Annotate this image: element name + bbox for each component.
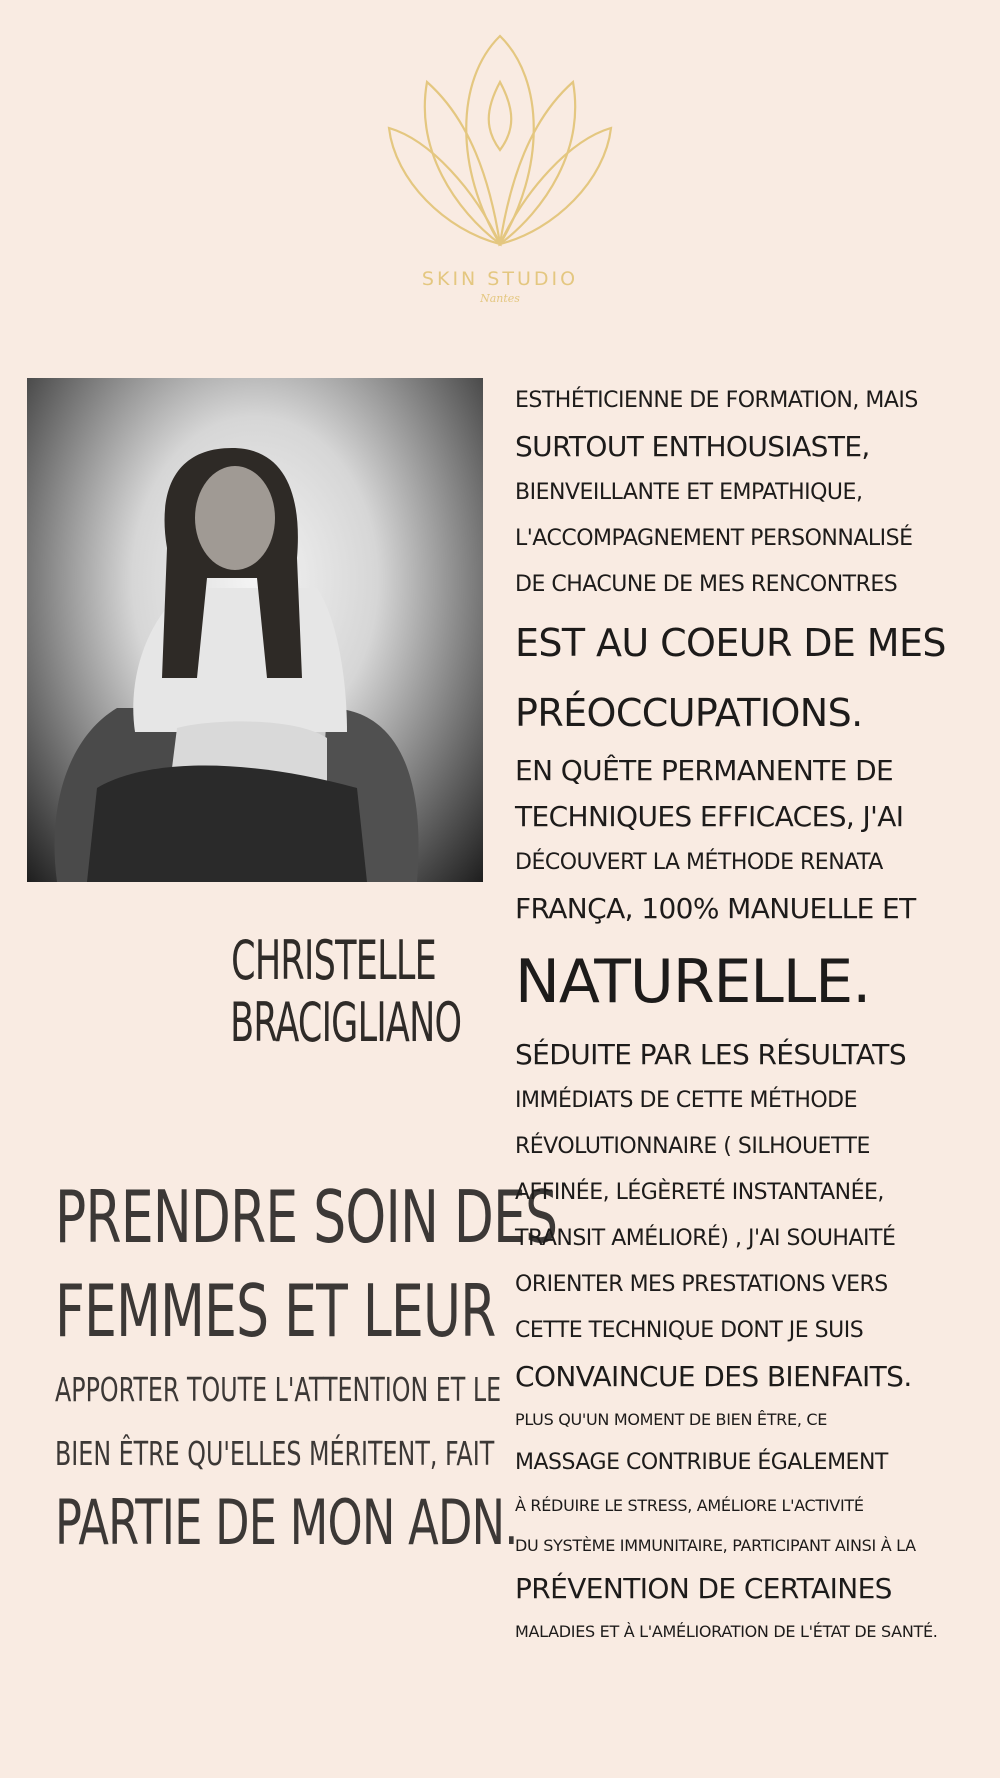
bio-line: NATURELLE. <box>515 947 871 1017</box>
quote-line-1: PRENDRE SOIN DES <box>55 1175 558 1259</box>
bio-line: TECHNIQUES EFFICACES, J'AI <box>515 800 904 833</box>
bio-line: EN QUÊTE PERMANENTE DE <box>515 754 894 787</box>
bio-line: DE CHACUNE DE MES RENCONTRES <box>515 572 898 597</box>
bio-line: DU SYSTÈME IMMUNITAIRE, PARTICIPANT AINSI À LA <box>515 1536 916 1555</box>
bio-line: PLUS QU'UN MOMENT DE BIEN ÊTRE, CE <box>515 1410 828 1429</box>
brand-logo <box>385 30 615 320</box>
lotus-icon <box>385 30 615 250</box>
bio-line: AFFINÉE, LÉGÈRETÉ INSTANTANÉE, <box>515 1180 884 1205</box>
bio-text <box>515 378 967 1652</box>
brand-city: Nantes <box>480 292 520 305</box>
bio-line: RÉVOLUTIONNAIRE ( SILHOUETTE <box>515 1134 870 1159</box>
bio-line: ESTHÉTICIENNE DE FORMATION, MAIS <box>515 388 918 413</box>
bio-line: CONVAINCUE DES BIENFAITS. <box>515 1360 912 1393</box>
bio-line: À RÉDUIRE LE STRESS, AMÉLIORE L'ACTIVITÉ <box>515 1496 864 1515</box>
bio-line: CETTE TECHNIQUE DONT JE SUIS <box>515 1318 864 1343</box>
quote-line-4: BIEN ÊTRE QU'ELLES MÉRITENT, FAIT <box>55 1434 495 1473</box>
brand-name: SKIN STUDIO <box>421 268 579 290</box>
quote-line-3: APPORTER TOUTE L'ATTENTION ET LE <box>55 1370 502 1409</box>
bio-line: FRANÇA, 100% MANUELLE ET <box>515 892 916 925</box>
bio-line: MASSAGE CONTRIBUE ÉGALEMENT <box>515 1450 888 1475</box>
quote-line-5: PARTIE DE MON ADN. <box>55 1486 518 1559</box>
bio-line: L'ACCOMPAGNEMENT PERSONNALISÉ <box>515 526 913 551</box>
mission-quote <box>55 1170 558 1560</box>
bio-line: ORIENTER MES PRESTATIONS VERS <box>515 1272 888 1297</box>
bio-line: DÉCOUVERT LA MÉTHODE RENATA <box>515 850 883 875</box>
bio-line: BIENVEILLANTE ET EMPATHIQUE, <box>515 480 863 505</box>
bio-line: MALADIES ET À L'AMÉLIORATION DE L'ÉTAT DE SANTÉ. <box>515 1622 938 1641</box>
last-name: BRACIGLIANO <box>230 991 462 1054</box>
bio-line: PRÉVENTION DE CERTAINES <box>515 1572 892 1605</box>
bio-line: SURTOUT ENTHOUSIASTE, <box>515 430 870 463</box>
quote-line-2: FEMMES ET LEUR <box>55 1269 496 1353</box>
bio-line: IMMÉDIATS DE CETTE MÉTHODE <box>515 1088 858 1113</box>
portrait-photo <box>27 378 483 882</box>
first-name: CHRISTELLE <box>231 929 436 992</box>
bio-line: PRÉOCCUPATIONS. <box>515 691 863 735</box>
bio-line: SÉDUITE PAR LES RÉSULTATS <box>515 1038 906 1071</box>
bio-line: TRANSIT AMÉLIORÉ) , J'AI SOUHAITÉ <box>515 1226 896 1251</box>
profile-name <box>230 929 462 1054</box>
bio-line: EST AU COEUR DE MES <box>515 621 946 665</box>
